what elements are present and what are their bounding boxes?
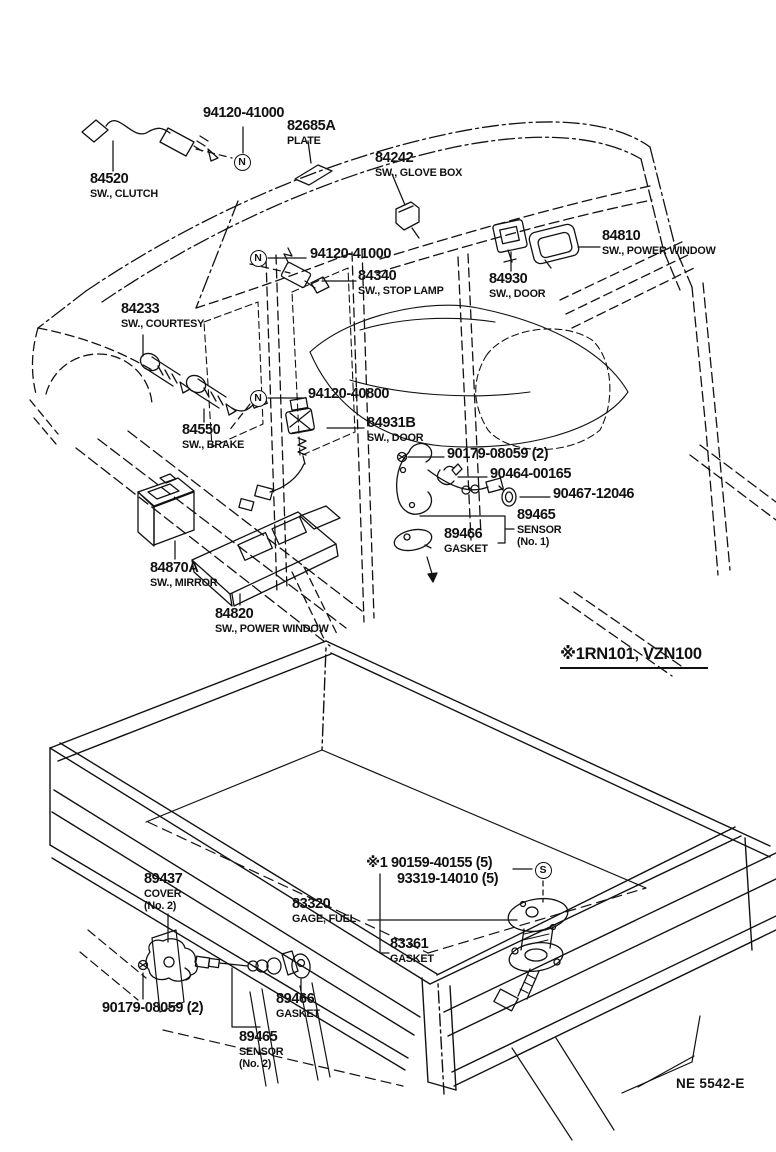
part-89437 [144, 872, 182, 912]
part-84520-number: 84520 [90, 171, 129, 187]
part-89437-number: 89437 [144, 871, 183, 887]
nut-marker-3: N [250, 390, 267, 407]
gasket-no1-drawing [392, 526, 433, 553]
part-90179-08059-1-number: 90179-08059 (2) [447, 446, 549, 462]
part-84931b [367, 416, 423, 443]
part-90467-12046 [553, 487, 634, 502]
part-89466-no2-number: 89466 [276, 991, 315, 1007]
fuel-gauge-drawing [494, 895, 570, 1011]
part-89465-no2-desc-0: SENSOR [239, 1045, 284, 1058]
part-84870a [150, 561, 217, 588]
part-83320-desc-0: GAGE, FUEL [292, 912, 356, 925]
fuel-sensor-no2-drawing [195, 951, 298, 975]
part-84520 [90, 172, 158, 199]
part-89465-no1-number: 89465 [517, 507, 556, 523]
part-84550-number: 84550 [182, 422, 221, 438]
part-90464-00165-number: 90464-00165 [490, 466, 572, 482]
part-94120-41000-top [203, 106, 284, 121]
page-code: NE 5542-E [676, 1076, 745, 1091]
clutch-switch-drawing [82, 120, 218, 161]
part-83361 [390, 937, 434, 964]
part-84340-desc-0: SW., STOP LAMP [358, 284, 444, 297]
part-93319-14010-number: 93319-14010 (5) [397, 871, 499, 887]
part-84930-desc-0: SW., DOOR [489, 287, 546, 300]
nut-marker-2: N [250, 250, 267, 267]
part-83320 [292, 897, 356, 924]
part-94120-40800 [308, 387, 389, 402]
part-90159-40155-number: ※1 90159-40155 (5) [366, 855, 493, 871]
part-84931b-desc-0: SW., DOOR [367, 431, 424, 444]
part-93319-14010 [397, 872, 498, 887]
part-89465-no2-number: 89465 [239, 1029, 278, 1045]
part-84233-desc-0: SW., COURTESY [121, 317, 205, 330]
plate-drawing [295, 165, 332, 185]
part-89466-no2-desc-0: GASKET [276, 1007, 320, 1020]
part-84340-number: 84340 [358, 268, 397, 284]
part-94120-41000-mid-number: 94120-41000 [310, 246, 392, 262]
part-82685a [287, 119, 335, 146]
part-84233 [121, 302, 204, 329]
power-window-switch-84810-drawing [528, 223, 580, 268]
part-84930 [489, 272, 545, 299]
part-89466-no2 [276, 992, 320, 1019]
part-89437-desc-0: COVER [144, 887, 182, 900]
part-89465-no2-desc-1: (No. 2) [239, 1058, 272, 1071]
part-84820-number: 84820 [215, 606, 254, 622]
courtesy-switch-drawing [137, 350, 190, 393]
part-84931b-number: 84931B [367, 415, 416, 431]
part-90464-00165 [490, 467, 571, 482]
clamp-clip-drawing [437, 464, 462, 485]
part-84810-desc-0: SW., POWER WINDOW [602, 244, 716, 257]
nut-marker-1: N [234, 154, 251, 171]
part-84810-number: 84810 [602, 228, 641, 244]
part-90159-40155 [366, 856, 492, 871]
sensor-cover-no2-drawing [146, 939, 197, 981]
screw-marker-1: S [535, 862, 552, 879]
part-84520-desc-0: SW., CLUTCH [90, 187, 158, 200]
part-90179-08059-2 [102, 1001, 203, 1016]
part-90179-08059-2-number: 90179-08059 (2) [102, 1000, 204, 1016]
part-84550 [182, 423, 244, 450]
part-84550-desc-0: SW., BRAKE [182, 438, 245, 451]
part-89466-no1-number: 89466 [444, 526, 483, 542]
part-89437-desc-1: (No. 2) [144, 900, 177, 913]
part-84242-desc-0: SW., GLOVE BOX [375, 166, 463, 179]
part-84820-desc-0: SW., POWER WINDOW [215, 622, 329, 635]
part-84810 [602, 229, 716, 256]
part-89465-no1 [517, 508, 561, 548]
part-84930-number: 84930 [489, 271, 528, 287]
part-82685a-number: 82685A [287, 118, 336, 134]
part-89466-no1-desc-0: GASKET [444, 542, 488, 555]
part-89465-no2 [239, 1030, 283, 1070]
part-89465-no1-desc-1: (No. 1) [517, 536, 550, 549]
part-89465-no1-desc-0: SENSOR [517, 523, 562, 536]
part-90467-12046-number: 90467-12046 [553, 486, 635, 502]
part-94120-41000-top-number: 94120-41000 [203, 105, 285, 121]
glove-box-switch-drawing [396, 202, 419, 238]
part-84870a-desc-0: SW., MIRROR [150, 576, 218, 589]
model-applicability-note: ※1RN101, VZN100 [560, 644, 708, 669]
part-84242-number: 84242 [375, 150, 414, 166]
part-84233-number: 84233 [121, 301, 160, 317]
part-83361-number: 83361 [390, 936, 429, 952]
part-84870a-number: 84870A [150, 560, 199, 576]
part-83361-desc-0: GASKET [390, 952, 434, 965]
part-83320-number: 83320 [292, 896, 331, 912]
part-90179-08059-1 [447, 447, 548, 462]
part-84340 [358, 269, 444, 296]
door-switch-84930-drawing [492, 219, 527, 262]
part-94120-40800-number: 94120-40800 [308, 386, 390, 402]
door-switch-84931b-drawing [239, 398, 315, 511]
part-82685a-desc-0: PLATE [287, 134, 321, 147]
part-94120-41000-mid [310, 247, 391, 262]
part-89466-no1 [444, 527, 488, 554]
part-84820 [215, 607, 329, 634]
part-84242 [375, 151, 462, 178]
mirror-switch-drawing [138, 474, 194, 546]
